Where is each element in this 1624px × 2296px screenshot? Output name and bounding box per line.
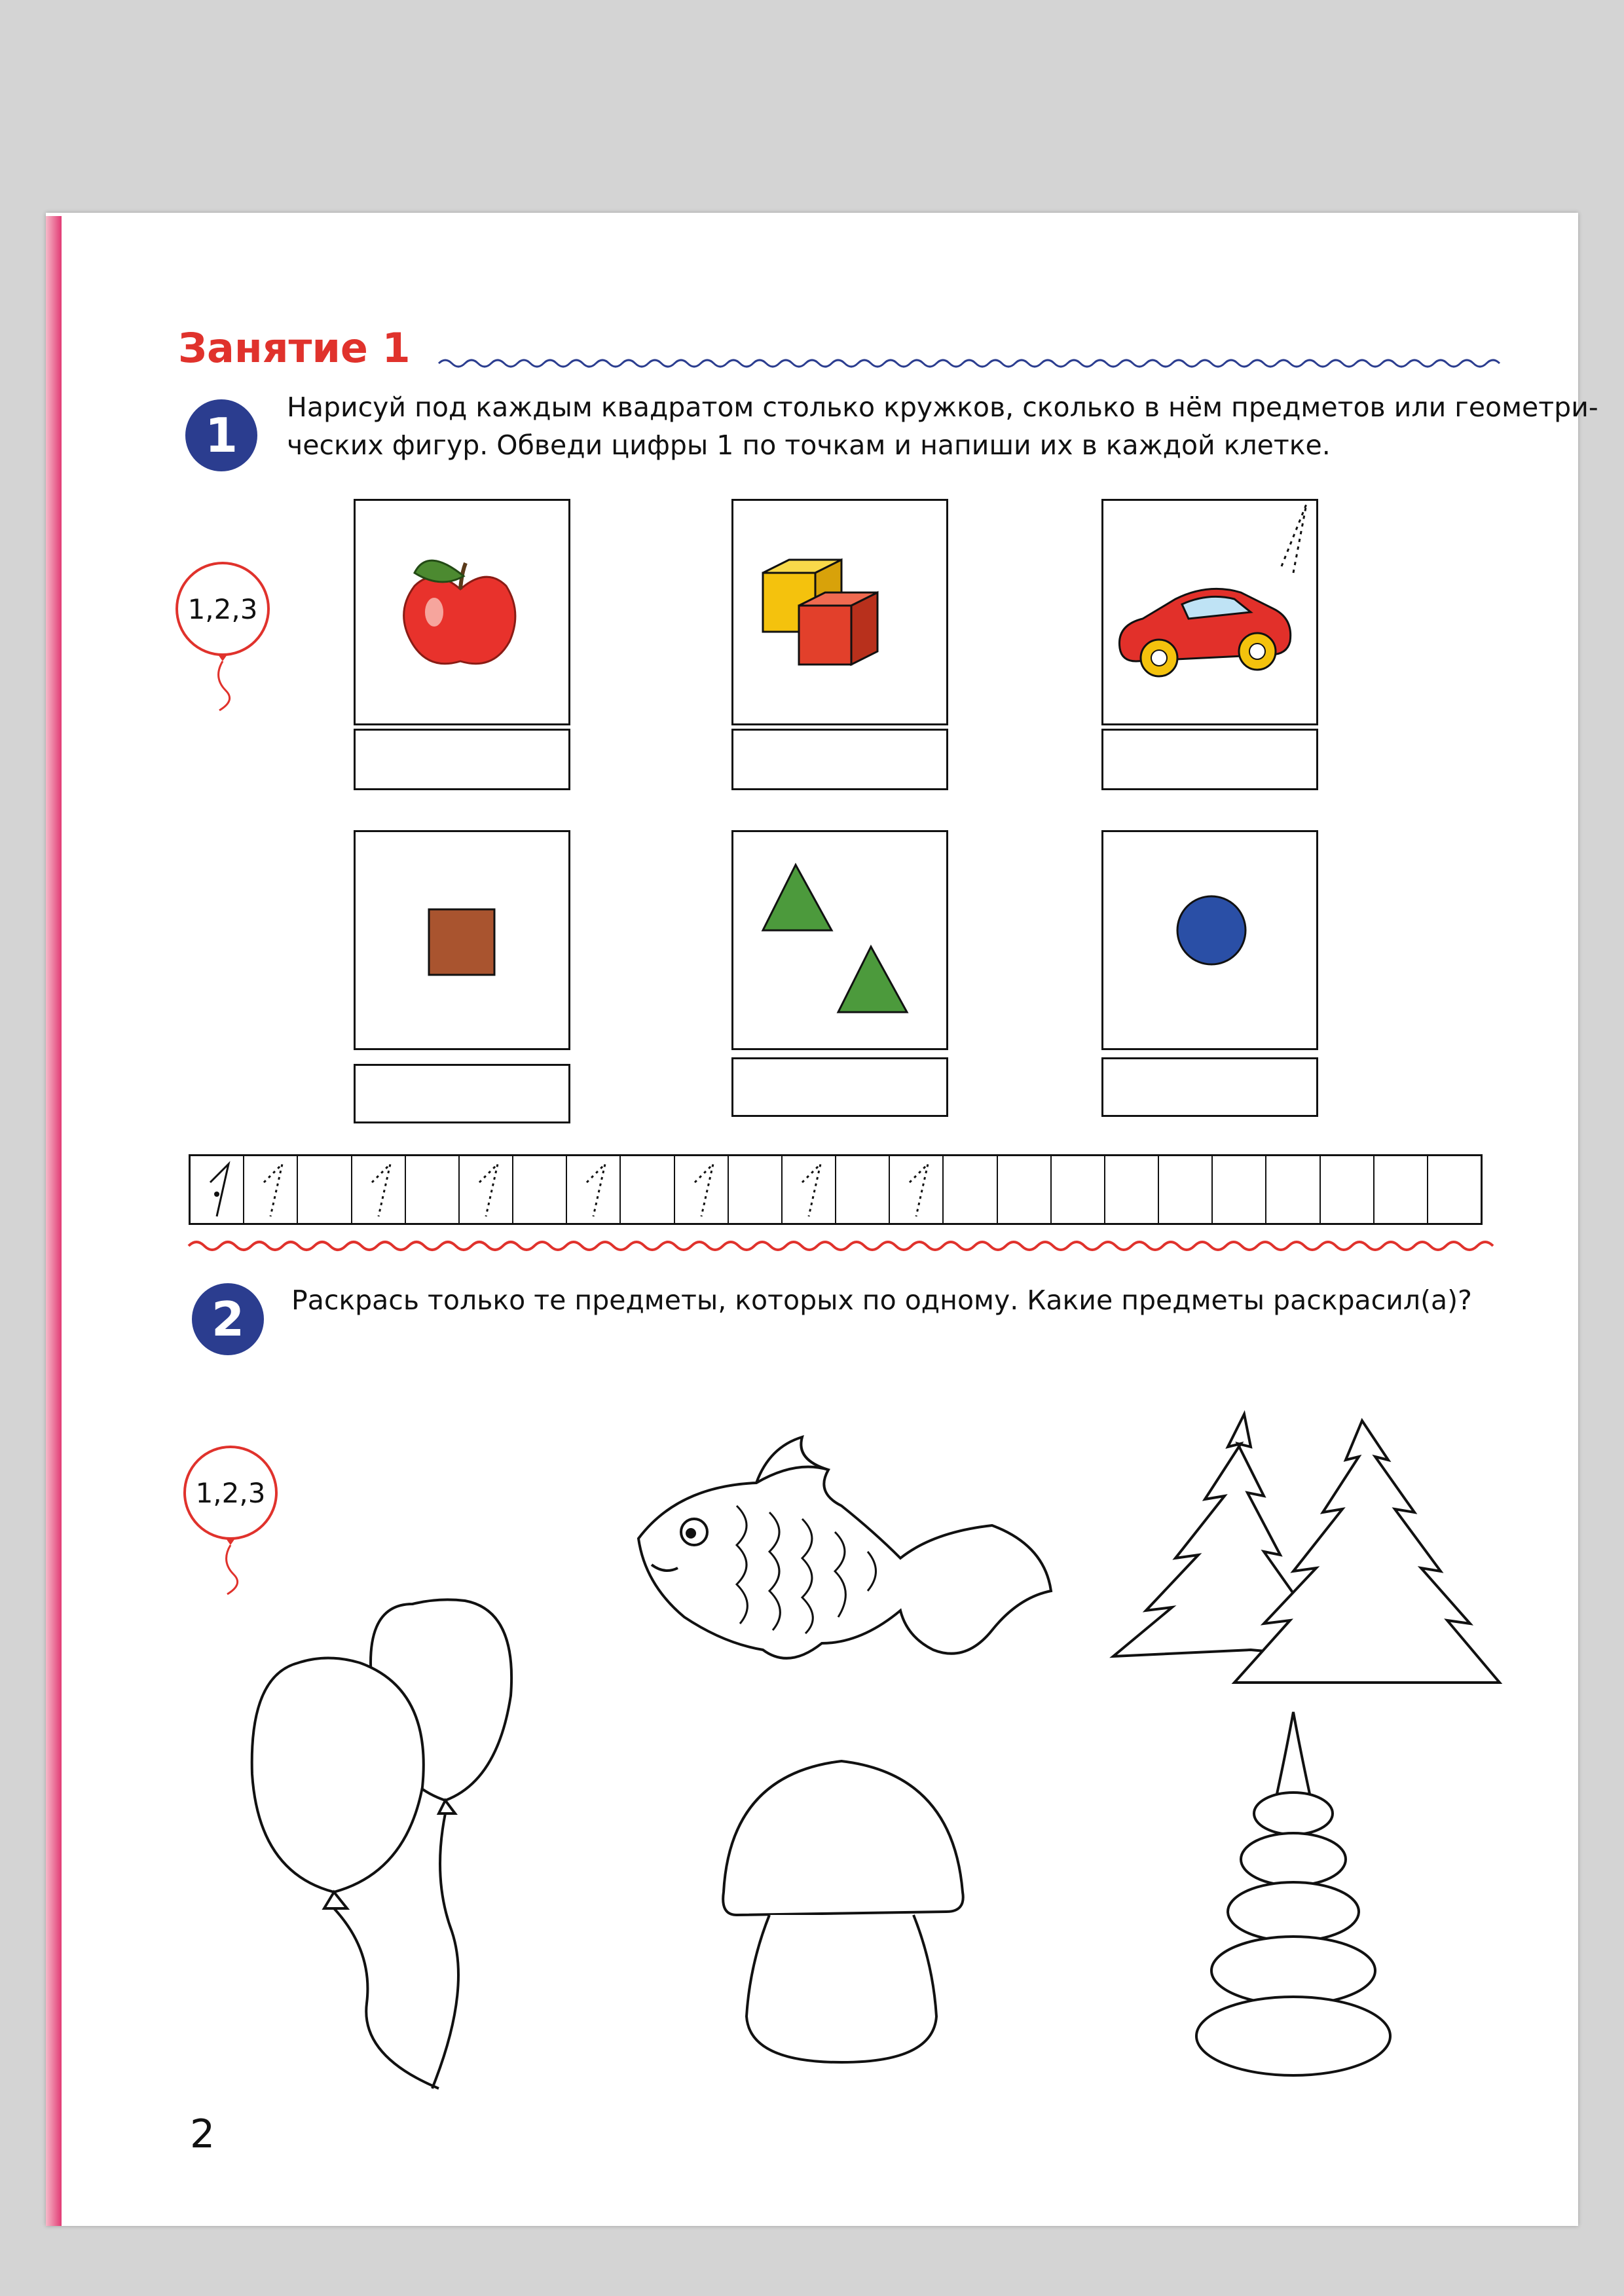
picture-box-square — [354, 830, 570, 1050]
tracing-cell[interactable] — [244, 1156, 298, 1223]
tracing-cell[interactable] — [836, 1156, 890, 1223]
dotted-one-guide — [890, 1156, 942, 1222]
tracing-cell[interactable] — [783, 1156, 836, 1223]
mushroom-icon[interactable] — [710, 1755, 972, 2069]
answer-box-triangles[interactable] — [731, 1057, 948, 1117]
tracing-cell[interactable] — [890, 1156, 944, 1223]
tracing-cell[interactable] — [406, 1156, 460, 1223]
tracing-cell[interactable] — [1052, 1156, 1105, 1223]
pyramid-icon[interactable] — [1189, 1709, 1398, 2095]
tracing-cell[interactable] — [1266, 1156, 1320, 1223]
dotted-one-guide — [783, 1156, 835, 1222]
tracing-cell[interactable] — [1105, 1156, 1159, 1223]
tracing-cell[interactable] — [191, 1156, 244, 1223]
circle-shape — [1103, 832, 1316, 1048]
task2-badge-text: 1,2,3 — [195, 1476, 266, 1509]
task1-badge-text: 1,2,3 — [187, 592, 258, 625]
picture-box-apple — [354, 499, 570, 725]
tracing-cell[interactable] — [1375, 1156, 1428, 1223]
cubes-icon — [733, 501, 946, 723]
answer-box-apple[interactable] — [354, 729, 570, 790]
task1-instruction-line1: Нарисуй под каждым квадратом столько кружков, сколько в нём предметов или геометри- — [287, 392, 1598, 423]
apple-icon — [356, 501, 568, 723]
digit-one-guide — [191, 1156, 243, 1222]
tracing-cell[interactable] — [998, 1156, 1052, 1223]
dotted-one-guide — [675, 1156, 728, 1222]
lesson-title: Занятие 1 — [178, 324, 411, 372]
tracing-cell[interactable] — [460, 1156, 513, 1223]
dotted-one-guide — [352, 1156, 405, 1222]
tracing-cell[interactable] — [1428, 1156, 1481, 1223]
answer-box-circle[interactable] — [1101, 1057, 1318, 1117]
tracing-cell[interactable] — [675, 1156, 729, 1223]
tracing-cell[interactable] — [621, 1156, 674, 1223]
page-edge-stripe — [46, 216, 62, 2226]
fir-trees-icon[interactable] — [1107, 1408, 1506, 1689]
answer-box-car[interactable] — [1101, 729, 1318, 790]
tracing-cell[interactable] — [352, 1156, 406, 1223]
section-divider-wave — [189, 1236, 1498, 1256]
picture-box-car — [1101, 499, 1318, 725]
car-icon — [1103, 501, 1316, 723]
picture-box-circle — [1101, 830, 1318, 1050]
answer-box-square[interactable] — [354, 1064, 570, 1123]
page-number: 2 — [190, 2111, 215, 2157]
title-underline-wave — [439, 354, 1500, 373]
tracing-cell[interactable] — [298, 1156, 352, 1223]
tracing-cell[interactable] — [1213, 1156, 1266, 1223]
triangle-shape — [733, 832, 946, 1048]
tracing-cell[interactable] — [513, 1156, 567, 1223]
task1-instruction-line2: ческих фигур. Обведи цифры 1 по точкам и напиши их в каждой клетке. — [287, 429, 1331, 461]
dotted-one-guide — [244, 1156, 297, 1222]
tracing-cell[interactable] — [1159, 1156, 1213, 1223]
picture-box-cubes — [731, 499, 948, 725]
dotted-one-guide — [567, 1156, 619, 1222]
task-number-2: 2 — [192, 1283, 264, 1355]
task2-balloon-badge — [181, 1444, 280, 1594]
tracing-cell[interactable] — [567, 1156, 621, 1223]
picture-box-triangles — [731, 830, 948, 1050]
answer-box-cubes[interactable] — [731, 729, 948, 790]
task-number-1: 1 — [185, 399, 257, 471]
balloons-icon[interactable] — [236, 1584, 544, 2095]
task2-instruction: Раскрась только те предметы, которых по одному. Какие предметы раскрасил(а)? — [291, 1285, 1472, 1316]
dotted-one-guide — [460, 1156, 512, 1222]
tracing-cell[interactable] — [944, 1156, 997, 1223]
tracing-cell[interactable] — [729, 1156, 783, 1223]
tracing-cell[interactable] — [1321, 1156, 1375, 1223]
fish-icon[interactable] — [625, 1434, 1058, 1696]
digit-tracing-strip[interactable] — [189, 1154, 1483, 1225]
square-shape — [356, 832, 568, 1048]
task1-balloon-badge — [174, 560, 272, 710]
